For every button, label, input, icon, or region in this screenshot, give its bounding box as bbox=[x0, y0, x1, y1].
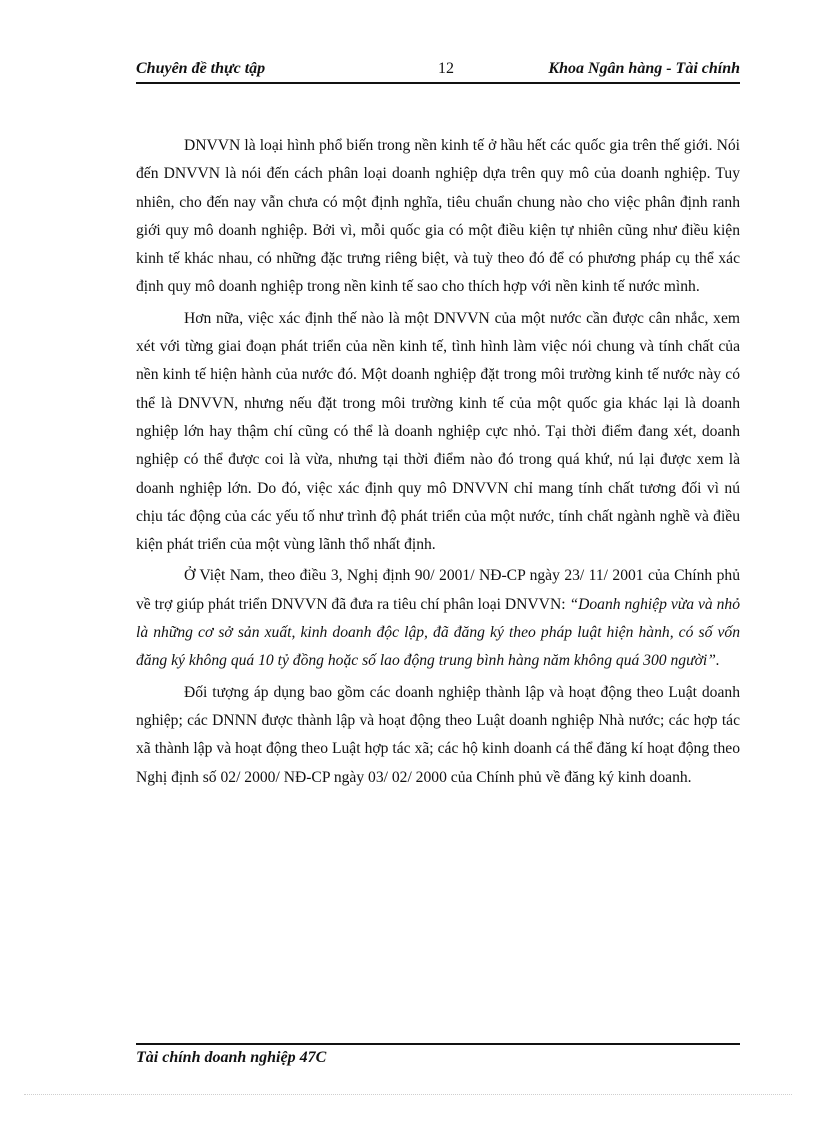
page-header bbox=[136, 60, 740, 84]
header-department: Khoa Ngân hàng - Tài chính bbox=[548, 60, 740, 77]
page-number: 12 bbox=[438, 60, 454, 77]
paragraph-sme-definition-intro: DNVVN là loại hình phổ biến trong nền kinh tế ở hầu hết các quốc gia trên thế giới. Nói đến DNVVN là nói đến cách phân loại doanh nghiệp dựa trên quy mô của doanh nghiệp. Tuy nhiên, cho đến nay vẫn chưa có một định nghĩa, tiêu chuẩn chung nào cho việc phân định ranh giới quy mô doanh nghiệp. Bởi vì, mỗi quốc gia có một điều kiện tự nhiên cũng như điều kiện kinh tế khác nhau, có những đặc trưng riêng biệt, và tuỳ theo đó để có phương pháp cụ thể xác định quy mô doanh nghiệp trong nền kinh tế sao cho thích hợp với nền kinh tế nước mình. bbox=[136, 137, 740, 296]
paragraph-sme-relative-scale: Hơn nữa, việc xác định thế nào là một DNVVN của một nước cần được cân nhắc, xem xét với từng giai đoạn phát triển của nền kinh tế, tình hình làm việc nói chung và tính chất của nền kinh tế hiện hành của nước đó. Một doanh nghiệp đặt trong môi trường kinh tế nước này có thể là DNVVN, nhưng nếu đặt trong môi trường kinh tế của một quốc gia khác lại là doanh nghiệp lớn hay thậm chí cũng có thể là doanh nghiệp cực nhỏ. Tại thời điểm đang xét, doanh nghiệp có thể được coi là vừa, nhưng tại thời điểm nào đó trong quá khứ, nú lại được xem là doanh nghiệp lớn. Do đó, việc xác định quy mô DNVVN chỉ mang tính chất tương đối vì nú chịu tác động của các yếu tố như trình độ phát triển của một nước, tính chất ngành nghề và điều kiện phát triển của một vùng lãnh thổ nhất định. bbox=[136, 309, 740, 554]
paragraph-vietnam-criteria bbox=[136, 562, 740, 675]
document-body bbox=[136, 132, 740, 792]
page-footer bbox=[136, 1043, 740, 1067]
criteria-lead-text: Ở Việt Nam, theo điều 3, Nghị định 90/ 2001/ NĐ-CP ngày 23/ 11/ 2001 của Chính phủ về trợ giúp phát triển DNVVN đã đưa ra tiêu chí phân loại DNVVN: bbox=[136, 567, 740, 613]
page-bottom-divider bbox=[24, 1094, 792, 1095]
criteria-quote: “Doanh nghiệp vừa và nhỏ là những cơ sở sản xuất, kinh doanh độc lập, đã đăng ký theo pháp luật hiện hành, có số vốn đăng ký không quá 10 tỷ đồng hoặc số lao động trung bình hàng năm không quá 300 người”. bbox=[136, 595, 740, 670]
paragraph-applicable-entities: Đối tượng áp dụng bao gồm các doanh nghiệp thành lập và hoạt động theo Luật doanh nghiệp; các DNNN được thành lập và hoạt động theo Luật doanh nghiệp Nhà nước; các hợp tác xã thành lập và hoạt động theo Luật hợp tác xã; các hộ kinh doanh cá thể đăng kí hoạt động theo Nghị định số 02/ 2000/ NĐ-CP ngày 03/ 02/ 2000 của Chính phủ về đăng ký kinh doanh. bbox=[136, 683, 740, 786]
footer-text: Tài chính doanh nghiệp 47C bbox=[136, 1049, 327, 1066]
header-document-type: Chuyên đề thực tập bbox=[136, 60, 266, 77]
